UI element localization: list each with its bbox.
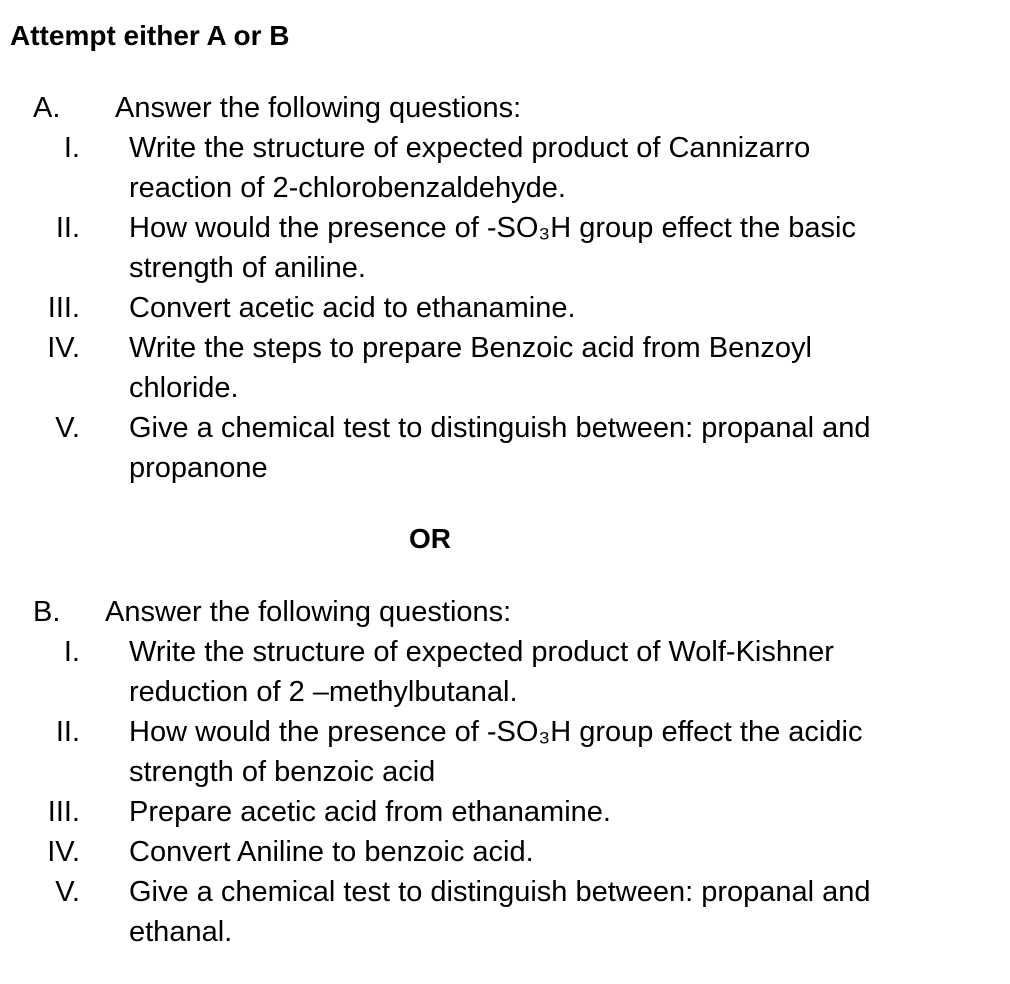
question-line: ethanal.	[129, 916, 233, 948]
question-line: How would the presence of -SO₃H group effect the basic	[129, 212, 856, 244]
section-b-letter: B.	[33, 596, 61, 628]
question-line: reduction of 2 –methylbutanal.	[129, 676, 518, 708]
question-line: Write the steps to prepare Benzoic acid from Benzoyl	[129, 332, 812, 364]
question-text	[129, 832, 969, 872]
question-number: V.	[55, 876, 80, 908]
question-line: Give a chemical test to distinguish between: propanal and	[129, 412, 871, 444]
question-text	[129, 408, 969, 488]
question-number: II.	[55, 716, 80, 748]
question-line: strength of benzoic acid	[129, 756, 436, 788]
question-number: III.	[47, 292, 80, 324]
question-text	[129, 208, 969, 288]
question-number: I.	[63, 132, 80, 164]
section-a-letter: A.	[33, 92, 61, 124]
question-text	[129, 792, 969, 832]
question-number: V.	[55, 412, 80, 444]
question-number: IV.	[47, 332, 80, 364]
question-text	[129, 712, 969, 792]
question-text	[129, 288, 969, 328]
section-b-intro: Answer the following questions:	[105, 596, 512, 628]
question-line: strength of aniline.	[129, 252, 366, 284]
question-number: II.	[55, 212, 80, 244]
page-heading: Attempt either A or B	[10, 20, 290, 51]
question-number: IV.	[47, 836, 80, 868]
question-line: Give a chemical test to distinguish between: propanal and	[129, 876, 871, 908]
question-line: How would the presence of -SO₃H group effect the acidic	[129, 716, 863, 748]
question-line: Convert Aniline to benzoic acid.	[129, 836, 534, 868]
question-line: Write the structure of expected product of Wolf-Kishner	[129, 636, 834, 668]
question-line: Write the structure of expected product of Cannizarro	[129, 132, 811, 164]
or-separator: OR	[409, 523, 451, 554]
question-text	[129, 128, 969, 208]
question-line: chloride.	[129, 372, 239, 404]
question-line: Convert acetic acid to ethanamine.	[129, 292, 576, 324]
question-text	[129, 328, 969, 408]
question-number: I.	[63, 636, 80, 668]
question-number: III.	[47, 796, 80, 828]
question-line: Prepare acetic acid from ethanamine.	[129, 796, 611, 828]
question-text	[129, 632, 969, 712]
section-a-intro: Answer the following questions:	[115, 92, 522, 124]
question-line: propanone	[129, 452, 268, 484]
question-line: reaction of 2-chlorobenzaldehyde.	[129, 172, 566, 204]
question-text	[129, 872, 969, 952]
